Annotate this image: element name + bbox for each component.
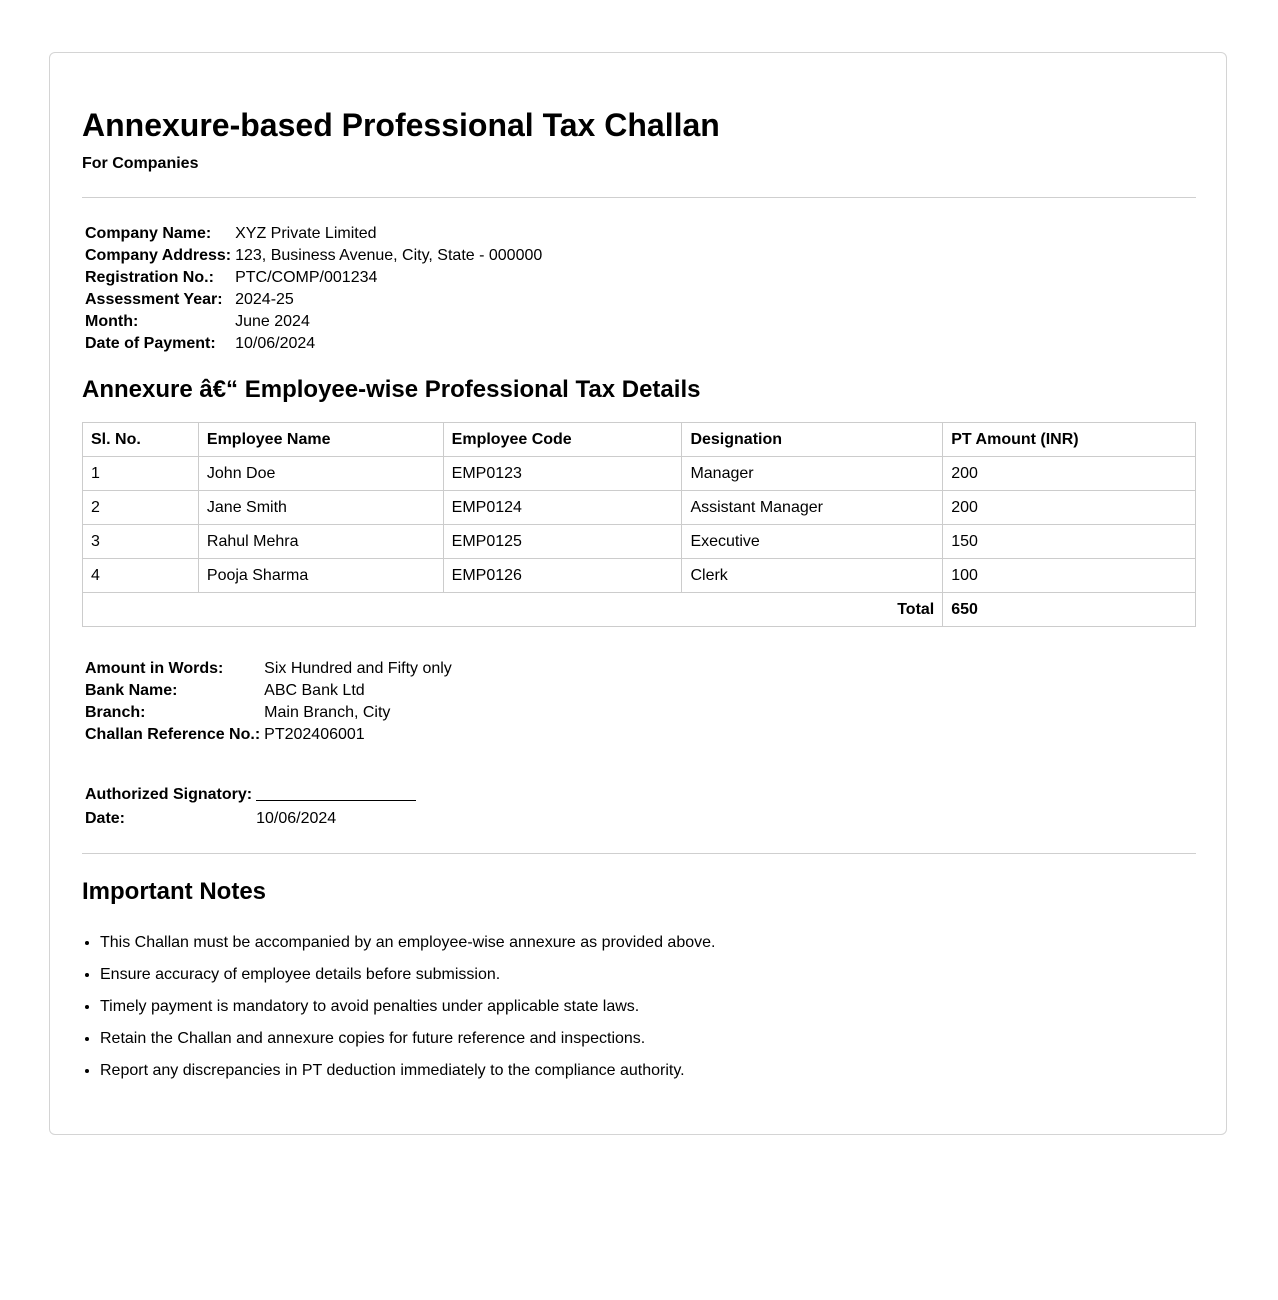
challan-reference-row [83, 724, 454, 746]
column-header-pt-amount: PT Amount (INR) [943, 423, 1196, 457]
table-row [83, 491, 1196, 525]
table-header-row [83, 423, 1196, 457]
table-row [83, 525, 1196, 559]
assessment-year-row [83, 289, 544, 311]
cell-pt-amount: 200 [943, 457, 1196, 491]
cell-designation: Manager [682, 457, 943, 491]
amount-in-words-row [83, 658, 454, 680]
column-header-employee-code: Employee Code [443, 423, 682, 457]
cell-employee-code: EMP0125 [443, 525, 682, 559]
company-name-row [83, 223, 544, 245]
list-item: • Retain the Challan and annexure copies for future reference and inspections. [100, 1029, 715, 1049]
signature-field [254, 784, 418, 808]
challan-reference-value: PT202406001 [264, 726, 365, 743]
field-label: Assessment Year: [85, 291, 223, 308]
field-label: Branch: [85, 704, 146, 721]
cell-sl-no: 2 [83, 491, 199, 525]
signature-block [83, 784, 418, 830]
cell-designation: Assistant Manager [682, 491, 943, 525]
total-label: Total [83, 593, 943, 627]
cell-sl-no: 1 [83, 457, 199, 491]
cell-employee-name: Jane Smith [198, 491, 443, 525]
signature-date-row [83, 808, 418, 830]
date-of-payment-row [83, 333, 544, 355]
cell-pt-amount: 100 [943, 559, 1196, 593]
signatory-row [83, 784, 418, 808]
divider-top [82, 197, 1196, 198]
month-row [83, 311, 544, 333]
employee-pt-table [82, 422, 1196, 627]
signature-line [256, 784, 416, 801]
payment-details [83, 658, 454, 746]
cell-employee-code: EMP0123 [443, 457, 682, 491]
annexure-heading: Annexure â€“ Employee-wise Professional Tax Details [82, 376, 701, 403]
divider-bottom [82, 853, 1196, 854]
assessment-year-value: 2024-25 [235, 291, 294, 308]
month-value: June 2024 [235, 313, 310, 330]
bank-name-value: ABC Bank Ltd [264, 682, 365, 699]
list-item: • Ensure accuracy of employee details before submission. [100, 965, 715, 985]
amount-in-words-value: Six Hundred and Fifty only [264, 660, 452, 677]
page-title: Annexure-based Professional Tax Challan [82, 107, 720, 143]
company-address-value: 123, Business Avenue, City, State - 000000 [235, 247, 543, 264]
cell-pt-amount: 200 [943, 491, 1196, 525]
field-label: Registration No.: [85, 269, 214, 286]
cell-employee-name: Pooja Sharma [198, 559, 443, 593]
notes-heading: Important Notes [82, 878, 267, 905]
field-label: Company Name: [85, 225, 212, 242]
date-of-payment-value: 10/06/2024 [235, 335, 316, 352]
table-row [83, 559, 1196, 593]
signatory-label: Authorized Signatory: [85, 786, 253, 803]
field-label: Amount in Words: [85, 660, 224, 677]
field-label: Bank Name: [85, 682, 178, 699]
company-details [83, 223, 544, 355]
registration-no-row [83, 267, 544, 289]
field-label: Month: [85, 313, 139, 330]
cell-sl-no: 3 [83, 525, 199, 559]
page-subtitle: For Companies [82, 155, 199, 172]
field-label: Challan Reference No.: [85, 726, 261, 743]
bank-name-row [83, 680, 454, 702]
signature-date-value: 10/06/2024 [256, 810, 337, 827]
column-header-designation: Designation [682, 423, 943, 457]
cell-pt-amount: 150 [943, 525, 1196, 559]
challan-card [49, 52, 1227, 1135]
company-name-value: XYZ Private Limited [235, 225, 377, 242]
list-item: • Report any discrepancies in PT deduction immediately to the compliance authority. [100, 1061, 715, 1081]
company-address-row [83, 245, 544, 267]
field-label: Date of Payment: [85, 335, 216, 352]
cell-employee-name: Rahul Mehra [198, 525, 443, 559]
column-header-sl-no: Sl. No. [83, 423, 199, 457]
cell-employee-code: EMP0126 [443, 559, 682, 593]
cell-employee-name: John Doe [198, 457, 443, 491]
branch-value: Main Branch, City [264, 704, 391, 721]
total-value: 650 [943, 593, 1196, 627]
cell-designation: Executive [682, 525, 943, 559]
list-item: • Timely payment is mandatory to avoid penalties under applicable state laws. [100, 997, 715, 1017]
signature-date-label: Date: [85, 810, 126, 827]
branch-row [83, 702, 454, 724]
total-row [83, 593, 1196, 627]
column-header-employee-name: Employee Name [198, 423, 443, 457]
notes-list [82, 933, 715, 1093]
field-label: Company Address: [85, 247, 232, 264]
table-row [83, 457, 1196, 491]
cell-designation: Clerk [682, 559, 943, 593]
list-item: • This Challan must be accompanied by an employee-wise annexure as provided above. [100, 933, 715, 953]
cell-employee-code: EMP0124 [443, 491, 682, 525]
cell-sl-no: 4 [83, 559, 199, 593]
registration-no-value: PTC/COMP/001234 [235, 269, 378, 286]
